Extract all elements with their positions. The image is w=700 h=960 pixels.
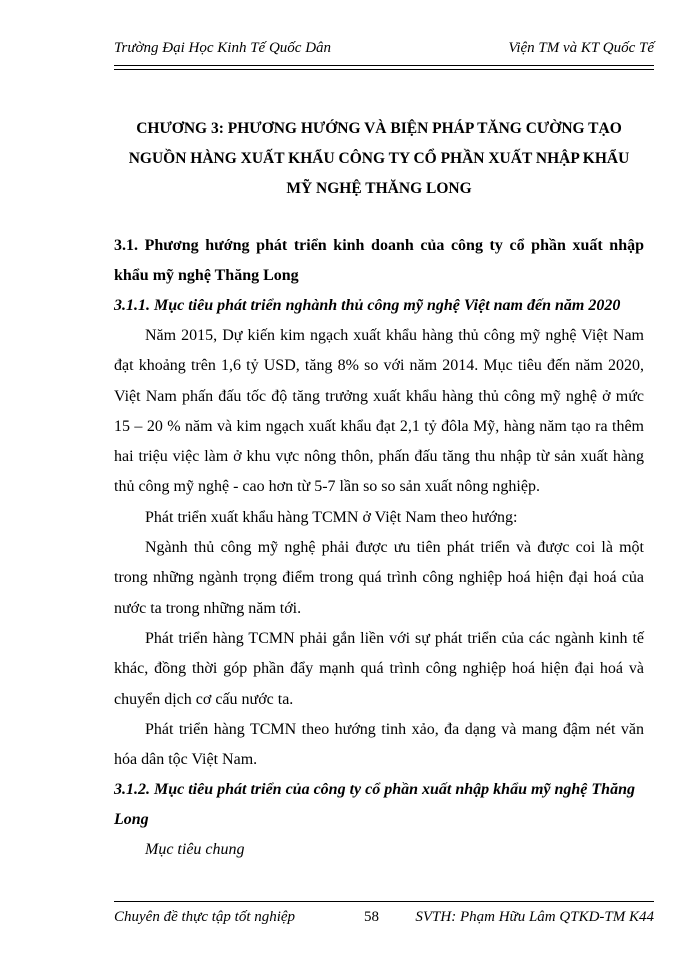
footer-report-title: Chuyên đề thực tập tốt nghiệp: [114, 909, 296, 925]
paragraph: Phát triển hàng TCMN phải gắn liền với sự phát triển của các ngành kinh tế khác, đồng thời góp phần đẩy mạnh quá trình công nghiệp hoá hiện đại hoá và chuyển dịch cơ cấu nước ta.: [114, 629, 644, 708]
section-3-1-1-heading: 3.1.1. Mục tiêu phát triển nghành thủ công mỹ nghệ Việt nam đến năm 2020: [114, 297, 621, 314]
page-footer: [114, 905, 654, 929]
section-3-1-2-heading: 3.1.2. Mục tiêu phát triển của công ty cổ phần xuất nhập khẩu mỹ nghệ Thăng Long: [114, 781, 635, 829]
header-divider: [114, 65, 654, 70]
general-goal-label: Mục tiêu chung: [145, 841, 245, 859]
footer-student: SVTH: Phạm Hữu Lâm QTKD-TM K44: [415, 909, 654, 925]
page-number: 58: [364, 909, 379, 925]
page-body: [114, 114, 644, 865]
section-3-1-heading: 3.1. Phương hướng phát triển kinh doanh của công ty cổ phần xuất nhập khẩu mỹ nghệ Thăng Long: [114, 237, 644, 284]
paragraph: Năm 2015, Dự kiến kim ngạch xuất khẩu hàng thủ công mỹ nghệ Việt Nam đạt khoảng trên 1,6 tỷ USD, tăng 8% so với năm 2014. Mục tiêu đến năm 2020, Việt Nam phấn đấu tốc độ tăng trưởng xuất khẩu hàng thủ công mỹ nghệ ở mức 15 – 20 % năm và kim ngạch xuất khẩu đạt 2,1 tỷ đôla Mỹ, hàng năm tạo ra thêm hai triệu việc làm ở khu vực nông thôn, phấn đấu tăng thu nhập từ sản xuất hàng thủ công mỹ nghệ - cao hơn từ 5-7 lần so so sản xuất nông nghiệp.: [114, 327, 644, 496]
header-institute: Viện TM và KT Quốc Tế: [508, 40, 654, 56]
page-header: [114, 40, 654, 66]
paragraph: Phát triển hàng TCMN theo hướng tinh xảo, đa dạng và mang đậm nét văn hóa dân tộc Việt Nam.: [114, 720, 644, 769]
paragraph: Ngành thủ công mỹ nghệ phải được ưu tiên phát triển và được coi là một trong những ngành trọng điểm trong quá trình công nghiệp hoá hiện đại hoá của nước ta trong những năm tới.: [114, 539, 644, 617]
footer-divider: [114, 901, 654, 902]
chapter-title: CHƯƠNG 3: PHƯƠNG HƯỚNG VÀ BIỆN PHÁP TĂNG CƯỜNG TẠO NGUỒN HÀNG XUẤT KHẨU CÔNG TY CỔ PHẦN XUẤT NHẬP KHẨU MỸ NGHỆ THĂNG LONG: [128, 120, 630, 197]
header-university: Trường Đại Học Kinh Tế Quốc Dân: [114, 40, 332, 56]
paragraph: Phát triển xuất khẩu hàng TCMN ở Việt Nam theo hướng:: [145, 508, 518, 526]
